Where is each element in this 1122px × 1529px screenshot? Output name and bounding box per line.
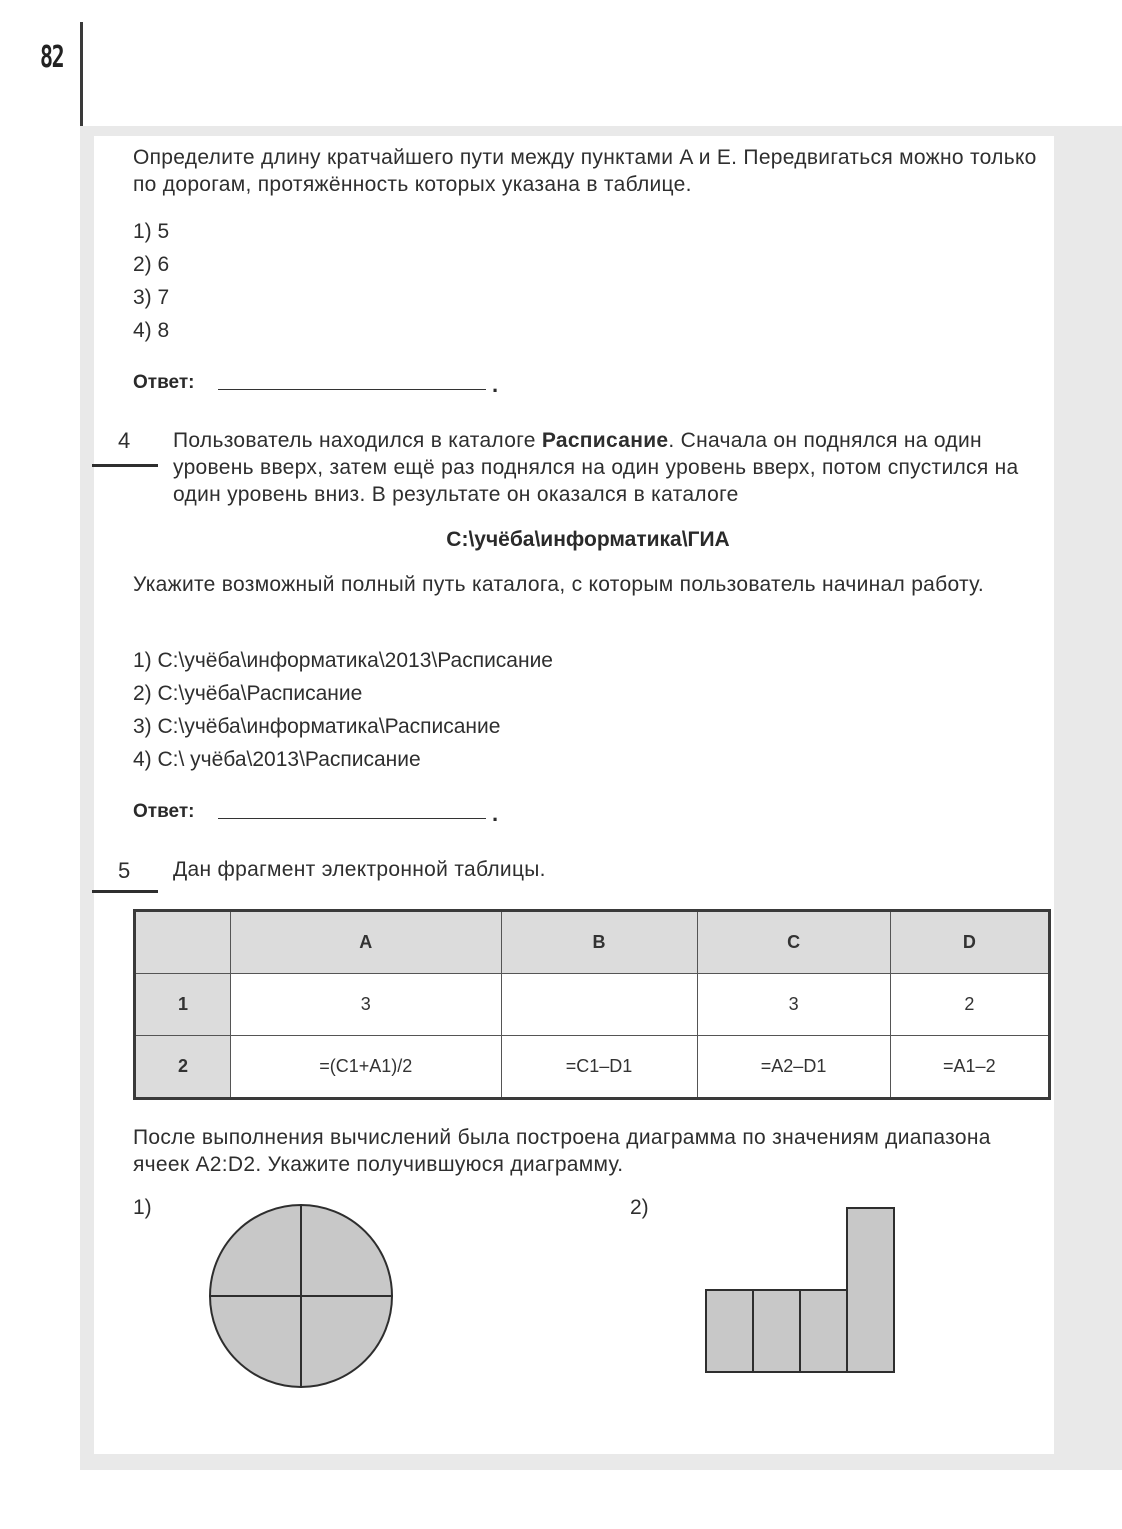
task4-question-after: . Сначала он поднялся на один уровень вверх, затем ещё раз поднялся на один уровень вверх, потом спустился на один уровень вниз. В результате он оказался в каталоге — [173, 429, 1019, 506]
task4-question-before: Пользователь находился в каталоге — [173, 429, 542, 452]
task3-option-4: 4) 8 — [133, 319, 170, 342]
diagram-1-label: 1) — [133, 1196, 152, 1219]
task3-option-2: 2) 6 — [133, 253, 170, 276]
pie-slice-3 — [210, 1296, 301, 1387]
task4-number: 4 — [118, 428, 131, 453]
diagram-2-label: 2) — [630, 1196, 649, 1219]
page-number: 82 — [40, 40, 64, 75]
cell-d2: =A1–2 — [890, 1036, 1049, 1099]
column-header-d: D — [890, 911, 1049, 974]
task3-answer-field[interactable] — [218, 389, 486, 390]
task3-question: Определите длину кратчайшего пути между пунктами A и E. Передвигаться можно только по дорогам, протяжённость которых указана в таблице. — [133, 146, 1037, 196]
task4-answer-field[interactable] — [218, 818, 486, 819]
task4-result-path: C:\учёба\информатика\ГИА — [446, 528, 730, 551]
table-header-row — [135, 911, 1050, 974]
bar-4 — [847, 1208, 894, 1372]
bar-chart-diagram — [700, 1200, 905, 1380]
pie-slice-2 — [301, 1296, 392, 1387]
task4-option-3: 3) C:\учёба\информатика\Расписание — [133, 715, 501, 738]
task4-prompt: Укажите возможный полный путь каталога, с которым пользователь начинал работу. — [133, 573, 984, 596]
column-header-b: B — [501, 911, 697, 974]
cell-b1 — [501, 973, 697, 1036]
task5-after-text: После выполнения вычислений была построена диаграмма по значениям диапазона ячеек A2:D2. Укажите получившуюся диаграмму. — [133, 1126, 991, 1176]
cell-a1: 3 — [231, 973, 502, 1036]
task4-option-4: 4) C:\ учёба\2013\Расписание — [133, 748, 421, 771]
table-row — [135, 1036, 1050, 1099]
pie-slice-4 — [210, 1205, 301, 1296]
task5-number: 5 — [118, 858, 131, 883]
task4-option-2: 2) C:\учёба\Расписание — [133, 682, 363, 705]
bar-2 — [753, 1290, 800, 1372]
pie-slice-1 — [301, 1205, 392, 1296]
task4-answer-label: Ответ: — [133, 801, 195, 822]
cell-b2: =C1–D1 — [501, 1036, 697, 1099]
row-header-1: 1 — [135, 973, 231, 1036]
task4-number-rule — [92, 464, 158, 467]
task5-number-rule — [92, 890, 158, 893]
task4-question-bold: Расписание — [541, 429, 669, 452]
margin-rule — [80, 22, 83, 126]
cell-c2: =A2–D1 — [697, 1036, 890, 1099]
row-header-2: 2 — [135, 1036, 231, 1099]
task3-option-1: 1) 5 — [133, 220, 170, 243]
cell-a2: =(C1+A1)/2 — [231, 1036, 502, 1099]
task4-answer-dot: . — [492, 801, 499, 826]
bar-3 — [800, 1290, 847, 1372]
spreadsheet-fragment — [133, 909, 1051, 1100]
table-row — [135, 973, 1050, 1036]
column-header-a: A — [231, 911, 502, 974]
task3-option-3: 3) 7 — [133, 286, 170, 309]
task4-question — [173, 427, 1043, 508]
cell-d1: 2 — [890, 973, 1049, 1036]
task4-option-1: 1) C:\учёба\информатика\2013\Расписание — [133, 649, 553, 672]
table-corner-cell — [135, 911, 231, 974]
pie-chart-diagram — [200, 1200, 400, 1400]
cell-c1: 3 — [697, 973, 890, 1036]
bar-1 — [706, 1290, 753, 1372]
column-header-c: C — [697, 911, 890, 974]
task3-answer-label: Ответ: — [133, 372, 195, 393]
task5-intro: Дан фрагмент электронной таблицы. — [173, 858, 546, 881]
task3-answer-dot: . — [492, 372, 499, 397]
